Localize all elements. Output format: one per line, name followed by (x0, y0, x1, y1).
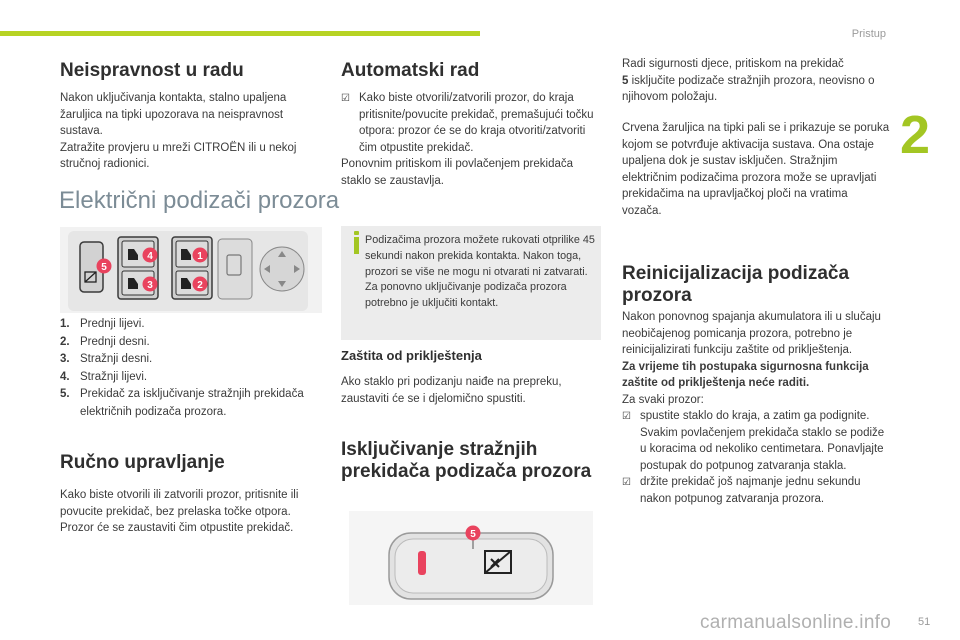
reinit-title: Reinicijalizacija podizača prozora (622, 263, 850, 306)
info-icon (354, 237, 359, 254)
svg-text:5: 5 (470, 529, 476, 540)
legend-item (60, 351, 322, 369)
reinit-step-text: držite prekidač još najmanje jednu sekundu nakon potpunog zatvaranja prozora. (640, 476, 861, 505)
bullet-icon: ☑ (341, 93, 350, 104)
svg-text:4: 4 (147, 251, 153, 262)
svg-text:2: 2 (197, 280, 203, 291)
window-switch-panel-figure (60, 227, 322, 313)
antipinch-body: Ako staklo pri podizanju naiđe na prepreku, zaustaviti će se i djelomično spustiti. (341, 376, 562, 405)
main-title: Električni podizači prozora (59, 187, 340, 214)
reinit-each: Za svaki prozor: (622, 393, 704, 406)
reinit-warning: Za vrijeme tih postupaka sigurnosna funkcija zaštite od priklještenja neće raditi. (622, 360, 869, 389)
switch-legend (60, 316, 322, 421)
svg-text:3: 3 (147, 280, 153, 291)
legend-text: Stražnji lijevi. (80, 370, 148, 383)
legend-text: Prednji desni. (80, 335, 150, 348)
legend-item (60, 369, 322, 387)
chapter-number: 2 (900, 105, 931, 165)
auto-bullet (341, 90, 599, 156)
legend-num: 2. (60, 335, 70, 348)
legend-text: Prekidač za isključivanje stražnjih prekidača električnih podizača prozora. (80, 388, 304, 418)
legend-item (60, 334, 322, 352)
child-safety-text (622, 56, 890, 106)
child-safety-p1 (622, 56, 890, 106)
legend-item (60, 316, 322, 334)
malfunction-body-p2: Zatražite provjeru u mreži CITROËN ili u nekoj stručnoj radionici. (60, 141, 297, 170)
manual-title: Ručno upravljanje (60, 452, 225, 473)
reinit-section (622, 309, 886, 507)
top-accent-bar (0, 31, 480, 36)
bullet-icon: ☑ (622, 411, 631, 422)
p1-lead: Radi sigurnosti djece, pritiskom na prekidač (622, 58, 844, 70)
auto-title: Automatski rad (341, 60, 480, 81)
auto-bullet-text: Kako biste otvorili/zatvorili prozor, do kraja pritisnite/povucite prekidač, premašujući točku otpora: prozor će se do kraja otvoriti/zatvoriti čim otpustite prekidač. (359, 92, 594, 154)
p1-rest: isključite podizače stražnjih prozora, neovisno o njihovom položaju. (622, 74, 875, 103)
page-number: 51 (918, 616, 931, 628)
mirror-selector (218, 239, 252, 299)
watermark: carmanualsonline.info (700, 612, 892, 633)
switch-face (395, 539, 547, 593)
malfunction-body (60, 90, 322, 173)
p1-num: 5 (622, 74, 629, 87)
info-box (341, 226, 601, 340)
auto-after: Ponovnim pritiskom ili povlačenjem prekidača staklo se zaustavlja. (341, 158, 574, 187)
info-icon-dot (354, 231, 359, 235)
deactivate-title: Isključivanje stražnjih prekidača podizača prozora (341, 439, 592, 482)
legend-num: 1. (60, 318, 70, 330)
malfunction-body-p1: Nakon uključivanja kontakta, stalno upaljena žaruljica na tipki upozorava na neispravnost sustava. (60, 92, 287, 137)
legend-text: Prednji lijevi. (80, 318, 145, 330)
bullet-icon: ☑ (622, 477, 631, 488)
svg-text:1: 1 (197, 251, 203, 262)
indicator-text: Crvena žaruljica na tipki pali se i prikazuje se poruka kojom se potvrđuje aktivacija sustava. Ona ostaje upaljena dok je sustav isključen. Stražnjim električnim podizačima prozora može se upravljati prekidačima na upravljačkoj ploči na vratima vozača. (622, 122, 890, 217)
legend-num: 3. (60, 353, 70, 365)
callout-5 (466, 526, 481, 541)
callout-2 (193, 277, 208, 292)
reinit-step (622, 474, 886, 507)
callout-5 (97, 259, 112, 274)
manual-body: Kako biste otvorili ili zatvorili prozor, pritisnite ili povucite prekidač, bez prelaska točke otpora. Prozor će se zaustaviti čim otpustite prekidač. (60, 489, 299, 534)
reinit-step-text: spustite staklo do kraja, a zatim ga podignite. Svakim povlačenjem prekidača staklo se podiže u koracima od nekoliko centimetara. Ponavljajte postupak do potpunog zatvaranja stakla. (640, 410, 885, 472)
red-indicator-light (418, 551, 426, 575)
callout-1 (193, 248, 208, 263)
antipinch-title: Zaštita od priklještenja (341, 348, 482, 363)
legend-num: 4. (60, 370, 70, 383)
callout-4 (143, 248, 158, 263)
svg-text:5: 5 (101, 262, 107, 273)
section-label: Pristup (851, 28, 886, 40)
info-text: Podizačima prozora možete rukovati otprilike 45 sekundi nakon prekida kontakta. Nakon toga, prozori se više ne mogu ni otvarati ni zatvarati. Za ponovno uključivanje podizača prozora potrebno je uključiti kontakt. (365, 234, 595, 310)
reinit-body: Nakon ponovnog spajanja akumulatora ili u slučaju neobičajenog pomicanja prozora, potrebno je reinicijalizirati funkciju zaštite od priklještenja. (622, 311, 881, 356)
legend-num: 5. (60, 388, 70, 400)
callout-3 (143, 277, 158, 292)
auto-section (341, 90, 599, 189)
legend-text: Stražnji desni. (80, 353, 153, 365)
legend-item (60, 386, 322, 421)
malfunction-title: Neispravnost u radu (60, 60, 244, 81)
reinit-step (622, 408, 886, 474)
child-lock-switch-figure (349, 511, 593, 605)
